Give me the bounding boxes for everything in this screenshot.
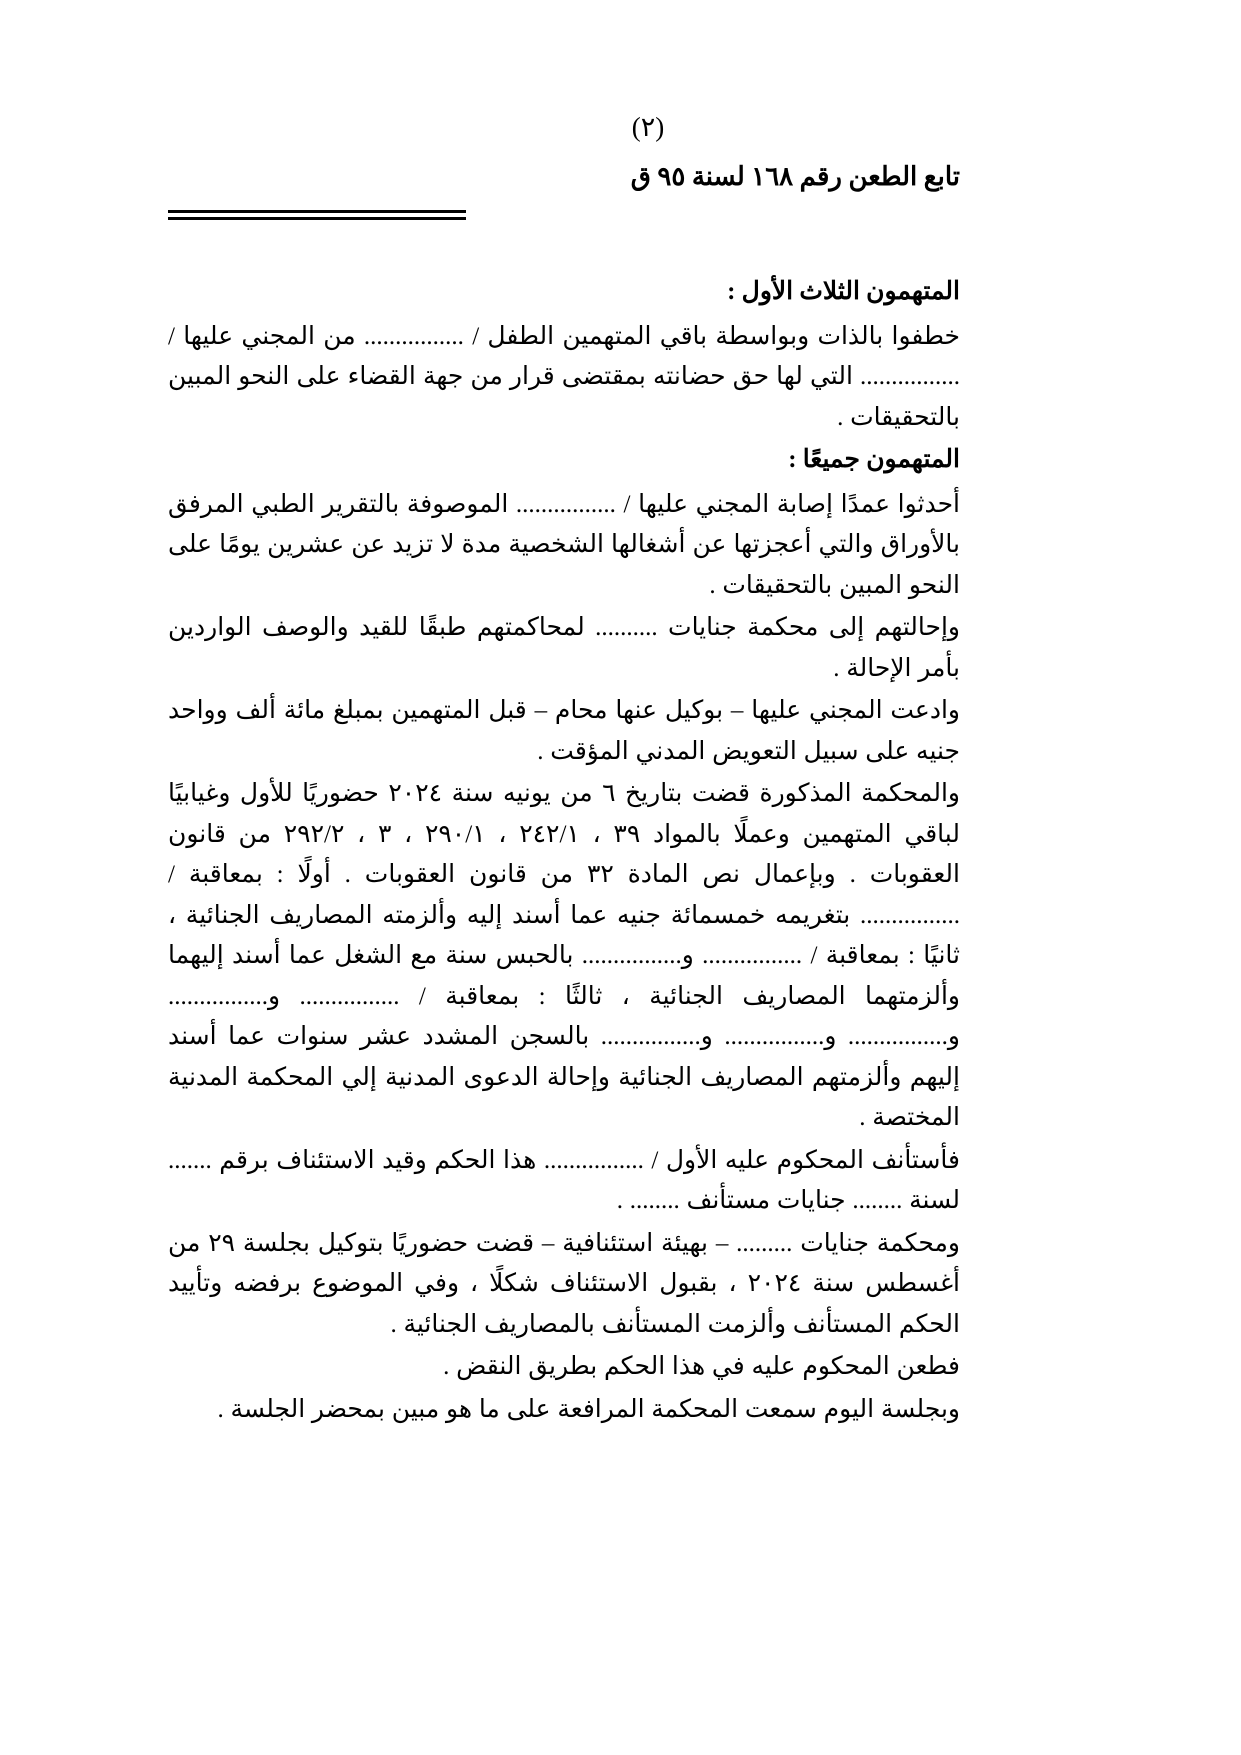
paragraph-cassation-appeal: فطعن المحكوم عليه في هذا الحكم بطريق النقض . xyxy=(443,1353,960,1380)
paragraph-referral-to-felony-court: وإحالتهم إلى محكمة جنايات .......... لمحاكمتهم طبقًا للقيد والوصف الواردين بأمر الإحالة . xyxy=(168,614,960,682)
header-double-rule xyxy=(168,210,466,220)
paragraph-todays-session: وبجلسة اليوم سمعت المحكمة المرافعة على ما هو مبين بمحضر الجلسة . xyxy=(217,1395,960,1423)
document-header-title: تابع الطعن رقم ١٦٨ لسنة ٩٥ ق xyxy=(630,162,960,191)
paragraph-kidnapping-charge: خطفوا بالذات وبواسطة باقي المتهمين الطفل / ................ من المجني عليها / ................ التي لها حق حضانته بمقتضى قرار من جهة القضاء على النحو المبين بالتحقيقات . xyxy=(168,322,960,431)
page-number: (٢) xyxy=(631,112,665,142)
paragraph-appellate-court-ruling: ومحكمة جنايات ......... – بهيئة استئنافية – قضت حضوريًا بتوكيل بجلسة ٢٩ من أغسطس سنة ٢٠٢٤ ، بقبول الاستئناف شكلًا ، وفي الموضوع برفضه وتأييد الحكم المستأنف وألزمت المستأنف بالمصاريف الجنائية . xyxy=(168,1229,960,1338)
paragraph-court-ruling-details: والمحكمة المذكورة قضت بتاريخ ٦ من يونيه سنة ٢٠٢٤ حضوريًا للأول وغيابيًا لباقي المتهمين وعملًا بالمواد ٣٩ ، ٢٤٢/١ ، ٢٩٠/١ ، ٣ ، ٢٩٢/٢ من قانون العقوبات . وبإعمال نص المادة ٣٢ من قانون العقوبات . أولًا : بمعاقبة / ................ بتغريمه خمسمائة جنيه عما أسند إليه وألزمته المصاريف الجنائية ، ثانيًا : بمعاقبة / ................ و................ بالحبس سنة مع الشغل عما أسند إليهما وألزمتهما المصاريف الجنائية ، ثالثًا : بمعاقبة / ................ و................ و................ و................ و................ بالسجن المشدد عشر سنوات عما أسند إليهم وألزمتهم المصاريف الجنائية وإحالة الدعوى المدنية إلي المحكمة المدنية المختصة . xyxy=(168,780,960,1131)
paragraph-civil-claim: وادعت المجني عليها – بوكيل عنها محام – قبل المتهمين بمبلغ مائة ألف وواحد جنيه على سبيل التعويض المدني المؤقت . xyxy=(168,697,960,765)
section-heading-all-defendants: المتهمون جميعًا : xyxy=(788,446,960,473)
section-heading-first-three-defendants: المتهمون الثلاث الأول : xyxy=(727,278,960,305)
document-body xyxy=(168,272,960,1430)
paragraph-injury-charge: أحدثوا عمدًا إصابة المجني عليها / ................ الموصوفة بالتقرير الطبي المرفق بالأوراق والتي أعجزتها عن أشغالها الشخصية مدة لا تزيد عن عشرين يومًا على النحو المبين بالتحقيقات . xyxy=(168,490,960,599)
paragraph-appeal-registration: فأستأنف المحكوم عليه الأول / ................ هذا الحكم وقيد الاستئناف برقم ....... لسنة ........ جنايات مستأنف ........ . xyxy=(168,1146,960,1214)
